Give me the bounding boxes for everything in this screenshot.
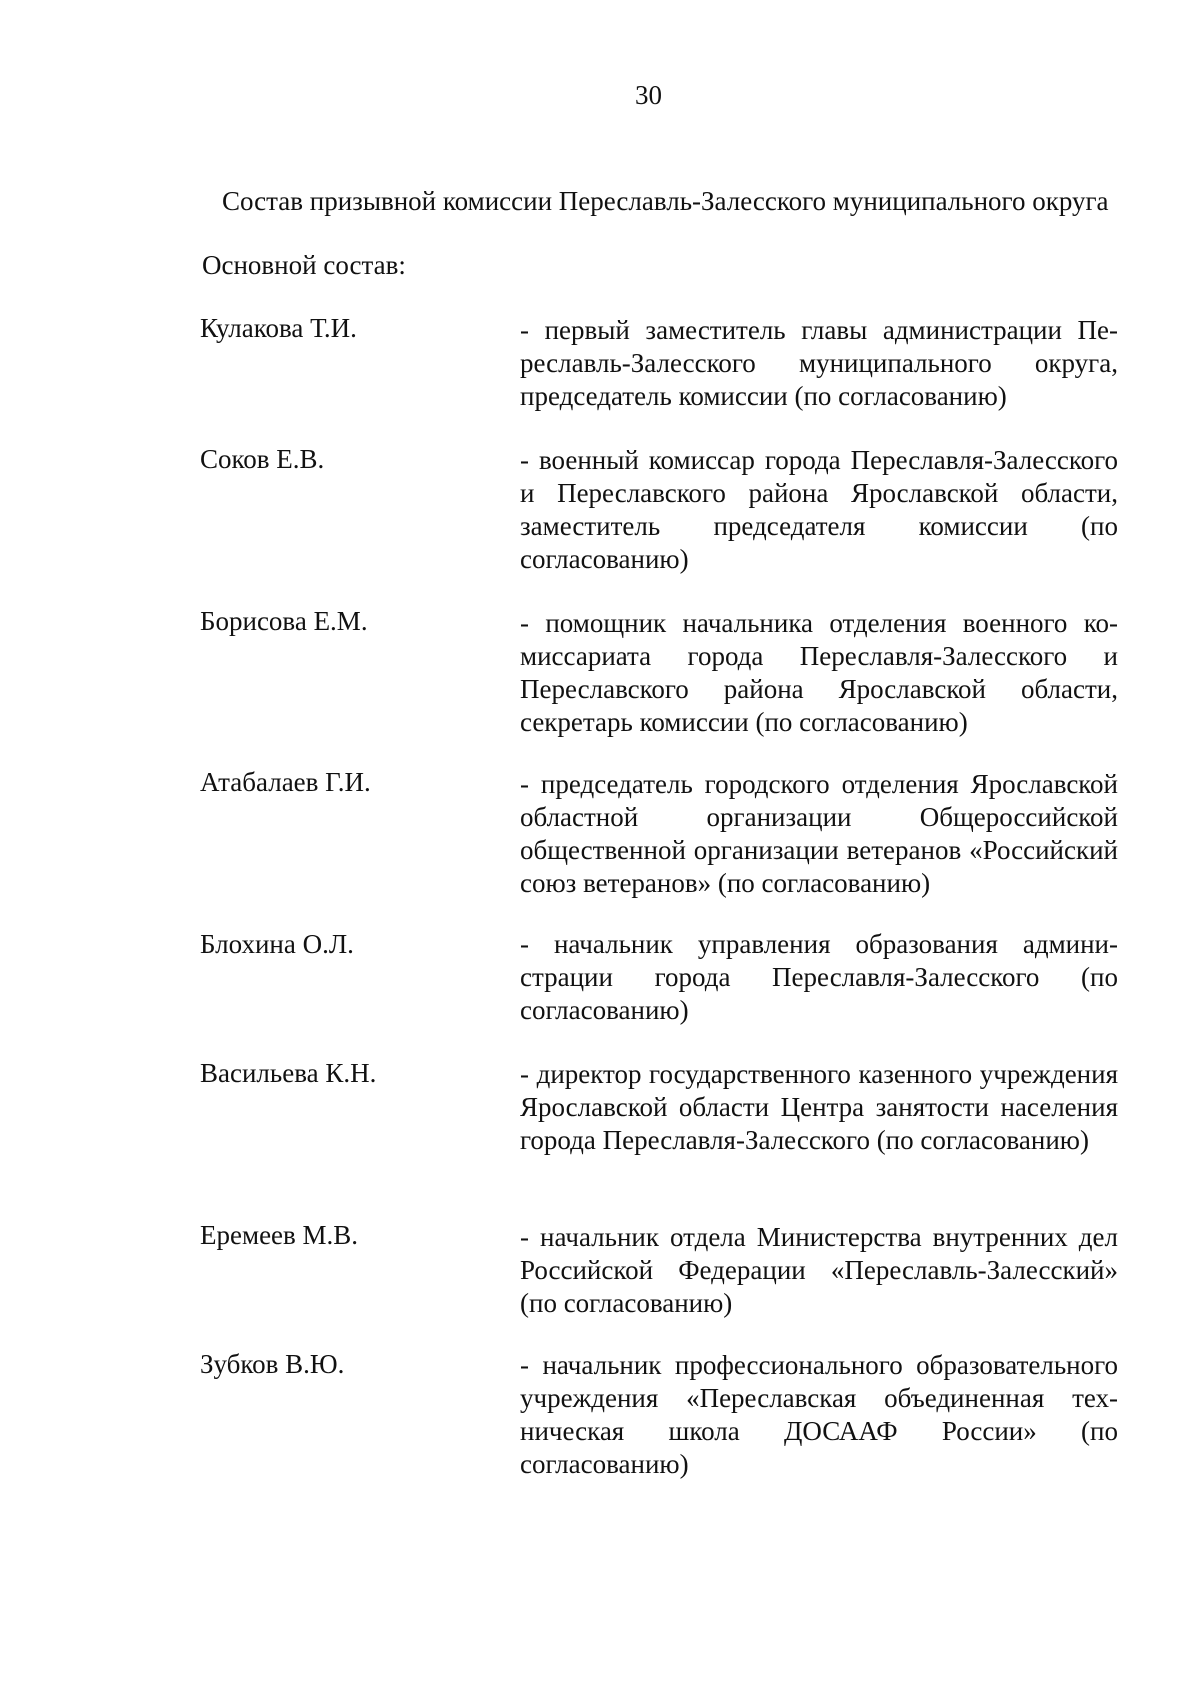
member-name: Кулакова Т.И.	[200, 313, 357, 343]
member-name: Борисова Е.М.	[200, 606, 368, 636]
member-role: - военный комиссар города Переславля-Залесского и Переславского района Ярославской области, заместитель председателя комиссии (по согласованию)	[520, 445, 1118, 574]
member-role: - помощник начальника отделения военного комиссариата города Переславля-Залесского и Переславского района Ярославской области, секретарь комиссии (по согласованию)	[520, 608, 1118, 737]
section-title: Основной состав:	[202, 250, 406, 280]
member-name: Блохина О.Л.	[200, 929, 354, 959]
member-role: - начальник управления образования администрации города Переславля-Залесского (по согласованию)	[520, 929, 1118, 1025]
member-name: Зубков В.Ю.	[200, 1349, 345, 1379]
member-role: - председатель городского отделения Ярославской областной организации Общероссийской общественной организации ветеранов «Российский союз ветеранов» (по согласованию)	[520, 769, 1118, 898]
page-number: 30	[635, 80, 662, 110]
member-name: Еремеев М.В.	[200, 1220, 359, 1250]
member-name: Соков Е.В.	[200, 444, 325, 474]
member-role: - первый заместитель главы администрации Переславль-Залесского муниципального округа, председатель комиссии (по согласованию)	[520, 315, 1118, 411]
member-role: - начальник профессионального образовательного учреждения «Переславская объединенная техническая школа ДОСААФ России» (по согласованию)	[520, 1350, 1118, 1479]
member-role: - начальник отдела Министерства внутренних дел Российской Федерации «Переславль-Залесский» (по согласованию)	[520, 1222, 1118, 1318]
member-role: - директор государственного казенного учреждения Ярославской области Центра занятости населения города Переславля-Залесского (по согласованию)	[520, 1059, 1118, 1155]
document-title: Состав призывной комиссии Переславль-Залесского муниципального округа	[222, 186, 1109, 216]
member-name: Атабалаев Г.И.	[200, 767, 371, 797]
member-name: Васильева К.Н.	[200, 1058, 377, 1088]
